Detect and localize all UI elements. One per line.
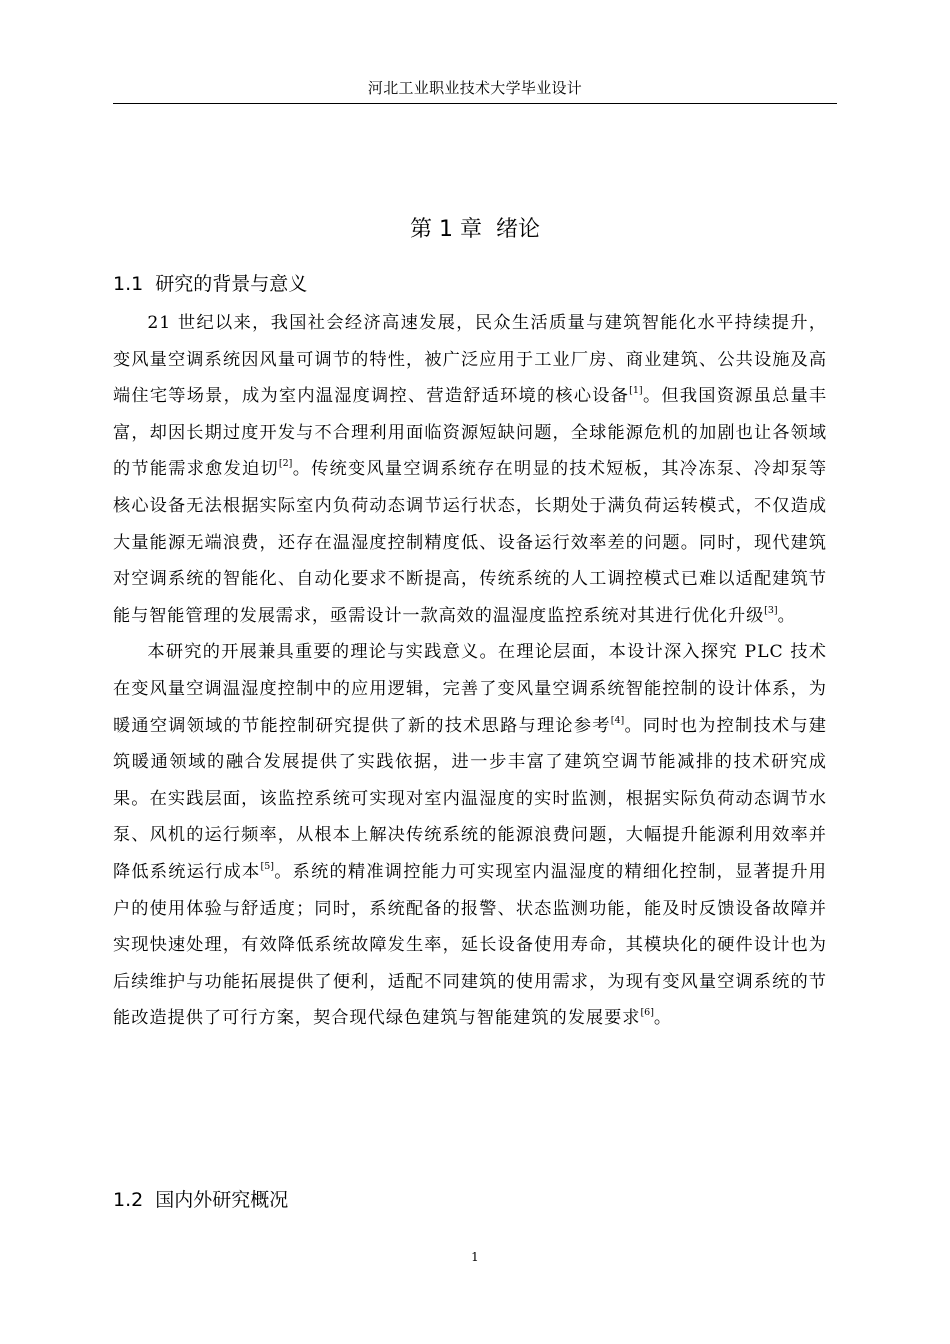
header-divider xyxy=(113,103,837,104)
citation: [3] xyxy=(764,604,778,616)
page-number: 1 xyxy=(471,1250,479,1264)
text-segment: 。 xyxy=(653,1008,673,1029)
paragraph xyxy=(113,305,827,634)
citation: [2] xyxy=(278,458,293,470)
text-segment: 本研究的开展兼具重要的理论与实践意义。在理论层面，本设计深入探究 PLC 技术在变风量空调温湿度控制中的应用逻辑，完善了变风量空调系统智能控制的设计体系，为暖通空调领域的节能控制研究提供了新的技术思路与理论参考 xyxy=(113,642,827,736)
citation: [6] xyxy=(640,1007,654,1019)
section-heading-1-1: 1.1 研究的背景与意义 xyxy=(113,273,308,295)
citation: [1] xyxy=(629,385,643,397)
running-header: 河北工业职业技术大学毕业设计 xyxy=(367,79,583,97)
text-segment: 。传统变风量空调系统存在明显的技术短板，其冷冻泵、冷却泵等核心设备无法根据实际室内负荷动态调节运行状态，长期处于满负荷运转模式，不仅造成大量能源无端浪费，还存在温湿度控制精度低、设备运行效率差的问题。同时，现代建筑对空调系统的智能化、自动化要求不断提高，传统系统的人工调控模式已难以适配建筑节能与智能管理的发展需求，亟需设计一款高效的温湿度监控系统对其进行优化升级 xyxy=(113,459,827,626)
text-segment: 21 世纪以来，我国社会经济高速发展，民众生活质量与建筑智能化水平持续提升，变风量空调系统因风量可调节的特性，被广泛应用于工业厂房、商业建筑、公共设施及高端住宅等场景，成为室内温湿度调控、营造舒适环境的核心设备 xyxy=(113,313,827,407)
chapter-title: 第 1 章 绪论 xyxy=(410,217,540,242)
text-segment: 。系统的精准调控能力可实现室内温湿度的精细化控制，显著提升用户的使用体验与舒适度；同时，系统配备的报警、状态监测功能，能及时反馈设备故障并实现快速处理，有效降低系统故障发生率，延长设备使用寿命，其模块化的硬件设计也为后续维护与功能拓展提供了便利，适配不同建筑的使用需求，为现有变风量空调系统的节能改造提供了可行方案，契合现代绿色建筑与智能建筑的发展要求 xyxy=(113,861,827,1029)
paragraph xyxy=(113,634,827,1037)
text-segment: 。同时也为控制技术与建筑暖通领域的融合发展提供了实践依据，进一步丰富了建筑空调节能减排的技术研究成果。在实践层面，该监控系统可实现对室内温湿度的实时监测，根据实际负荷动态调节水泵、风机的运行频率，从根本上解决传统系统的能源浪费问题，大幅提升能源利用效率并降低系统运行成本 xyxy=(113,715,827,882)
section-body-1-1 xyxy=(113,305,827,1037)
text-segment: 。 xyxy=(777,605,796,626)
citation: [4] xyxy=(610,714,625,726)
text-segment: 。但我国资源虽总量丰富，却因长期过度开发与不合理利用面临资源短缺问题，全球能源危机的加剧也让各领域的节能需求愈发迫切 xyxy=(113,386,827,480)
citation: [5] xyxy=(260,860,274,872)
section-heading-1-2: 1.2 国内外研究概况 xyxy=(113,1189,289,1211)
